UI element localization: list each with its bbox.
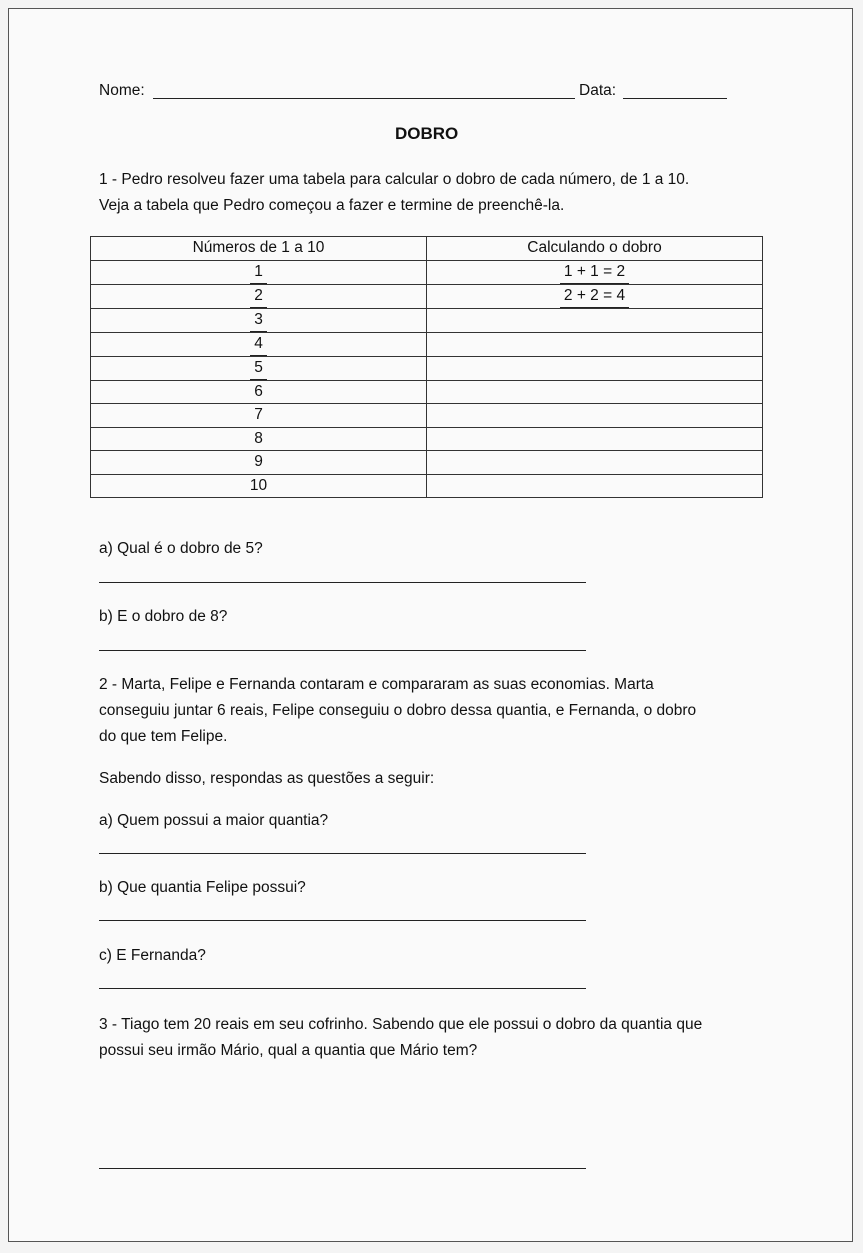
q1-text-line2: Veja a tabela que Pedro começou a fazer e termine de preenchê-la.: [99, 197, 565, 214]
header-double: Calculando o dobro: [427, 237, 763, 261]
q3-text-line2: possui seu irmão Mário, qual a quantia que Mário tem?: [99, 1042, 478, 1059]
double-cell: 2 + 2 = 4: [560, 285, 629, 308]
double-cell[interactable]: [427, 380, 763, 404]
q2a-text: a) Quem possui a maior quantia?: [99, 812, 329, 829]
name-field[interactable]: [153, 98, 575, 99]
date-field[interactable]: [623, 98, 727, 99]
number-cell: 5: [250, 357, 267, 380]
double-cell[interactable]: [427, 308, 763, 332]
q2-text-line3: do que tem Felipe.: [99, 728, 228, 745]
q3-text-line1: 3 - Tiago tem 20 reais em seu cofrinho. Sabendo que ele possui o dobro da quantia que: [99, 1016, 703, 1033]
number-cell: 1: [250, 261, 267, 284]
q2b-answer-line[interactable]: [99, 920, 586, 921]
number-cell: 3: [250, 309, 267, 332]
q1-text-line1: 1 - Pedro resolveu fazer uma tabela para calcular o dobro de cada número, de 1 a 10.: [99, 171, 690, 188]
double-cell[interactable]: [427, 451, 763, 475]
date-label: Data:: [579, 82, 617, 99]
q3-answer-line[interactable]: [99, 1168, 586, 1169]
double-cell: 1 + 1 = 2: [560, 261, 629, 284]
table-row: [91, 284, 763, 308]
q2-text-line2: conseguiu juntar 6 reais, Felipe conseguiu o dobro dessa quantia, e Fernanda, o dobro: [99, 702, 697, 719]
double-cell[interactable]: [427, 474, 763, 498]
number-cell: 10: [91, 474, 427, 498]
double-cell[interactable]: [427, 356, 763, 380]
double-cell[interactable]: [427, 427, 763, 451]
double-cell[interactable]: [427, 404, 763, 428]
table-row: [91, 308, 763, 332]
q2-intro: Sabendo disso, respondas as questões a seguir:: [99, 770, 435, 787]
q1a-text: a) Qual é o dobro de 5?: [99, 540, 263, 557]
number-cell: 2: [250, 285, 267, 308]
number-cell: 4: [250, 333, 267, 356]
header-numbers: Números de 1 a 10: [91, 237, 427, 261]
double-cell[interactable]: [427, 332, 763, 356]
number-cell: 6: [91, 380, 427, 404]
number-cell: 8: [91, 427, 427, 451]
number-cell: 7: [91, 404, 427, 428]
q2b-text: b) Que quantia Felipe possui?: [99, 879, 306, 896]
q2-text-line1: 2 - Marta, Felipe e Fernanda contaram e compararam as suas economias. Marta: [99, 676, 654, 693]
q1b-answer-line[interactable]: [99, 650, 586, 651]
table-row: [91, 260, 763, 284]
table-row: [91, 332, 763, 356]
table-row: [91, 427, 763, 451]
page-title: DOBRO: [395, 124, 459, 143]
table-row: [91, 356, 763, 380]
q1b-text: b) E o dobro de 8?: [99, 608, 228, 625]
q1a-answer-line[interactable]: [99, 582, 586, 583]
number-cell: 9: [91, 451, 427, 475]
name-label: Nome:: [99, 82, 145, 99]
double-table: [90, 236, 763, 498]
table-row: [91, 404, 763, 428]
q2c-answer-line[interactable]: [99, 988, 586, 989]
q2c-text: c) E Fernanda?: [99, 947, 206, 964]
table-header-row: [91, 237, 763, 261]
table-row: [91, 474, 763, 498]
table-row: [91, 451, 763, 475]
table-row: [91, 380, 763, 404]
q2a-answer-line[interactable]: [99, 853, 586, 854]
